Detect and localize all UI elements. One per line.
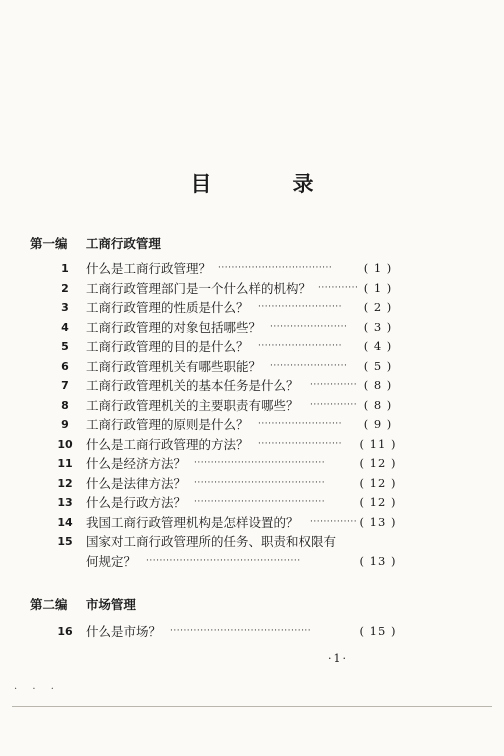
toc-entry[interactable] [54,435,406,455]
entry-page: ( 11 ) [359,436,397,451]
entry-page: ( 4 ) [363,339,393,353]
entry-title: 什么是工商行政管理？ [86,261,212,276]
toc-entry[interactable] [54,318,406,338]
toc-entry[interactable] [54,337,406,357]
leader-dots: ························· [258,302,343,312]
entry-title: 什么是法律方法？ [86,475,187,491]
entry-number: 9 [61,418,69,431]
entry-page: ( 13 ) [359,514,397,529]
leader-dots: ·········································· [170,626,312,636]
entry-number: 13 [57,496,73,509]
leader-dots: ······················· [270,321,348,332]
entry-number: 6 [61,359,69,373]
entry-title: 工商行政管理机关有哪些职能？ [86,358,262,374]
entry-number: 1 [61,262,69,275]
entry-number: 11 [57,457,73,470]
entry-number: 15 [57,535,73,548]
entry-title: 工商行政管理的原则是什么？ [86,417,249,432]
leader-dots: ······································· [194,477,326,488]
entry-number: 10 [57,437,73,451]
toc-entry[interactable] [54,396,406,416]
entry-title: 工商行政管理机关的主要职责有哪些？ [86,397,299,413]
entry-title: 工商行政管理的目的是什么？ [86,339,249,354]
entry-page: ( 8 ) [363,397,393,412]
entry-page: ( 13 ) [359,553,397,568]
entry-page: ( 15 ) [359,624,397,638]
leader-dots: ············ [318,282,359,293]
leader-dots: ······················· [270,360,348,371]
leader-dots: ·············· [310,516,358,527]
entry-page: ( 12 ) [359,456,397,470]
entry-page: ( 2 ) [363,300,393,314]
entry-title: 什么是经济方法？ [86,456,187,471]
entry-title: 什么是行政方法？ [86,495,187,510]
entry-number: 3 [61,301,69,314]
leader-dots: ·············· [310,399,358,410]
toc-entry[interactable] [54,493,406,513]
entry-page: ( 5 ) [363,358,393,373]
entry-title: 工商行政管理的性质是什么？ [86,300,249,315]
entry-title: 工商行政管理的对象包括哪些？ [86,319,262,335]
entry-number: 7 [61,379,69,392]
entry-title: 工商行政管理部门是一个什么样的机构？ [86,280,312,296]
toc-entry[interactable] [54,357,406,377]
entry-page: ( 1 ) [363,280,393,295]
leader-dots: ························· [258,419,343,429]
leader-dots: ······································· [194,458,326,468]
toc-entry[interactable] [54,474,406,494]
section-heading-1 [30,234,161,252]
entry-page: ( 8 ) [363,378,393,392]
entry-title: 工商行政管理机关的基本任务是什么？ [86,378,299,393]
toc-entry[interactable] [54,415,406,435]
toc-list-section-1 [54,259,406,571]
toc-entry[interactable] [54,454,406,474]
toc-entry[interactable] [54,513,406,533]
entry-page: ( 1 ) [363,261,393,275]
entry-page: ( 3 ) [363,319,393,334]
leader-dots: ························· [258,438,343,449]
section-name: 工商行政管理 [85,236,161,251]
leader-dots: ·································· [218,263,333,273]
toc-entry[interactable] [54,279,406,299]
entry-title: 什么是市场？ [86,624,162,639]
section-heading-2 [30,595,136,613]
scan-edge-line [12,706,492,707]
leader-dots: ······································· [194,497,326,507]
entry-number: 2 [61,281,69,295]
leader-dots: ························· [258,341,343,351]
entry-number: 16 [57,625,73,638]
section-name: 市场管理 [85,597,136,612]
page-number: ·1· [328,652,348,665]
scan-specks: · · · [14,684,60,695]
entry-title: 国家对工商行政管理所的任务、职责和权限有 [86,534,337,549]
entry-page: ( 9 ) [363,417,393,431]
toc-entry[interactable] [54,259,406,279]
toc-entry[interactable] [54,298,406,318]
section-label: 第一编 [30,236,68,251]
entry-title: 什么是工商行政管理的方法？ [86,436,249,452]
entry-number: 14 [57,515,73,529]
toc-list-section-2 [54,622,406,642]
entry-page: ( 12 ) [359,495,397,509]
entry-number: 8 [61,398,69,412]
page-title: 目 录 [190,172,344,196]
entry-number: 12 [57,476,73,490]
toc-entry[interactable] [54,622,406,642]
entry-title: 我国工商行政管理机构是怎样设置的？ [86,514,299,530]
section-label: 第二编 [30,597,68,612]
leader-dots: ·············· [310,380,358,390]
toc-entry[interactable] [54,376,406,396]
entry-number: 4 [61,320,69,334]
entry-number: 5 [61,340,69,353]
entry-title-continued: 何规定？ [86,553,137,569]
entry-page: ( 12 ) [359,475,397,490]
toc-entry[interactable] [54,532,406,571]
leader-dots: ·············································· [146,555,301,566]
